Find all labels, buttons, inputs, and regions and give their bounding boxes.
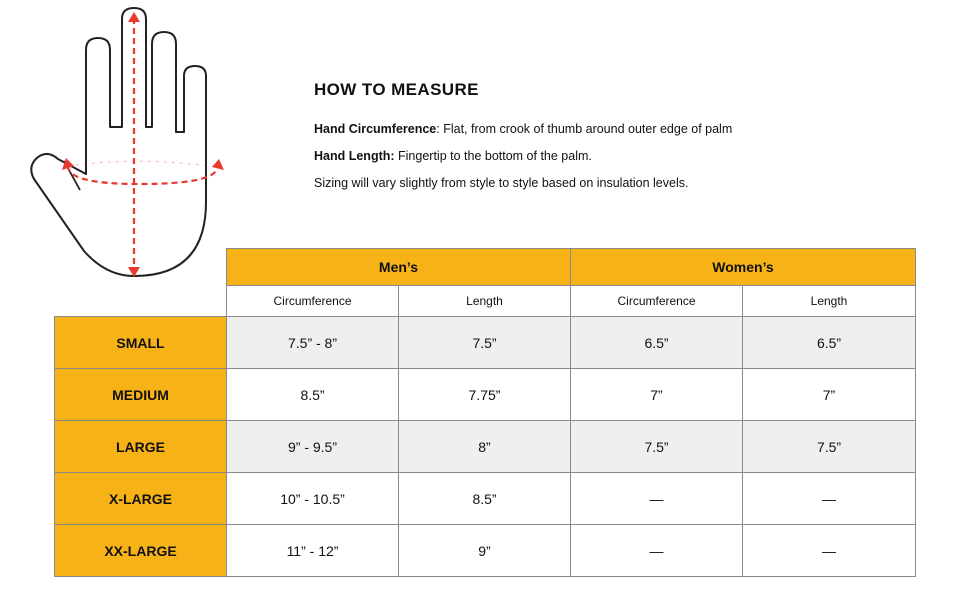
table-cell: 10” - 10.5” (227, 473, 399, 525)
mens-header: Men’s (227, 249, 571, 286)
size-label: SMALL (55, 317, 227, 369)
size-label: X-LARGE (55, 473, 227, 525)
table-row (55, 473, 916, 525)
group-header-row (55, 249, 916, 286)
table-row (55, 421, 916, 473)
size-label: MEDIUM (55, 369, 227, 421)
table-cell: 7.5” - 8” (227, 317, 399, 369)
table-cell: 8” (399, 421, 571, 473)
table-cell: — (571, 525, 743, 577)
size-label: XX-LARGE (55, 525, 227, 577)
table-cell: 7.5” (743, 421, 916, 473)
how-to-measure-title: HOW TO MEASURE (314, 80, 479, 99)
table-cell: 7.5” (399, 317, 571, 369)
table-cell: 6.5” (743, 317, 916, 369)
table-cell: 11” - 12” (227, 525, 399, 577)
table-cell: — (743, 473, 916, 525)
circumference-text: : Flat, from crook of thumb around outer edge of palm (436, 122, 733, 136)
table-cell: 7” (743, 369, 916, 421)
blank-corner (55, 286, 227, 317)
column-header: Length (399, 286, 571, 317)
table-cell: 7.5” (571, 421, 743, 473)
column-header: Circumference (227, 286, 399, 317)
table-cell: 9” - 9.5” (227, 421, 399, 473)
womens-header: Women’s (571, 249, 916, 286)
hand-measure-icon (24, 6, 244, 282)
table-cell: 9” (399, 525, 571, 577)
length-text: Fingertip to the bottom of the palm. (394, 149, 592, 163)
column-header: Circumference (571, 286, 743, 317)
circumference-instruction (314, 120, 954, 138)
table-cell: — (571, 473, 743, 525)
column-header: Length (743, 286, 916, 317)
length-instruction (314, 147, 954, 165)
circumference-label: Hand Circumference (314, 122, 437, 136)
circumference-arrow-right (212, 159, 224, 170)
table-cell: 7” (571, 369, 743, 421)
length-label: Hand Length: (314, 149, 395, 163)
table-cell: 8.5” (399, 473, 571, 525)
column-header-row (55, 286, 916, 317)
table-row (55, 525, 916, 577)
table-cell: — (743, 525, 916, 577)
size-chart-table (54, 248, 916, 577)
table-cell: 6.5” (571, 317, 743, 369)
size-label: LARGE (55, 421, 227, 473)
how-to-measure-section (314, 80, 954, 201)
sizing-note: Sizing will vary slightly from style to style based on insulation levels. (314, 176, 689, 190)
table-row (55, 317, 916, 369)
table-row (55, 369, 916, 421)
blank-corner (55, 249, 227, 286)
table-cell: 8.5” (227, 369, 399, 421)
hand-outline (31, 8, 206, 276)
table-cell: 7.75” (399, 369, 571, 421)
